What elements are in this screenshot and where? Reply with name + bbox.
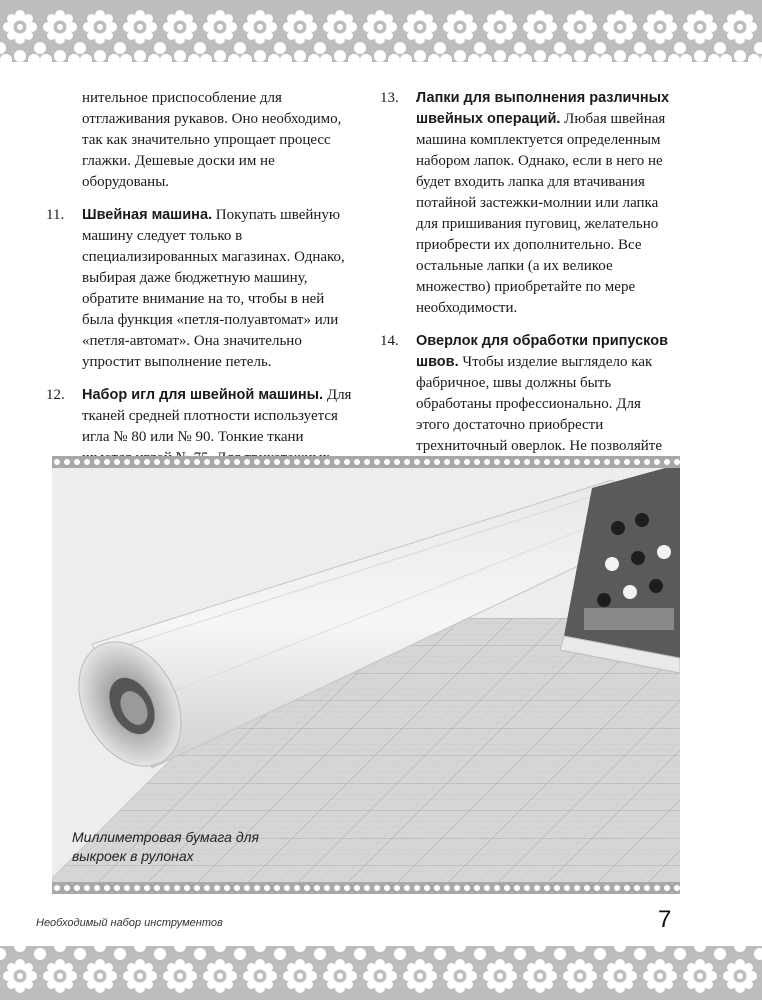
page-number: 7 [658, 906, 672, 933]
item-number: 11. [46, 207, 65, 223]
item-text: Любая швейная машина комплектуется определенным набором лапок. Однако, если в него не будет входить лапка для втачивания потайной застежки-молнии или лапка для пришивания пуговиц, желательно приобрести их дополнительно. Все остальные лапки (а их великое множество) приобретайте по мере необходимости. [416, 111, 666, 316]
continued-paragraph: нительное приспособление для отглаживания рукавов. Оно необходимо, так как значительно упрощает процесс глажки. Дешевые доски им не оборудованы. [82, 90, 342, 190]
item-title: Набор игл для швейной машины. [82, 387, 324, 403]
list-item-11 [46, 205, 356, 373]
item-title: Лапки для выполнения различных швейных операций. [416, 90, 670, 127]
item-title: Оверлок для обработки припусков швов. [416, 333, 669, 370]
list-item-13 [380, 88, 678, 319]
item-number: 13. [380, 90, 399, 106]
running-footer-title: Необходимый набор инструментов [36, 917, 223, 929]
item-text: Покупать швейную машину следует только в специализированных магазинах. Однако, выбирая даже бюджетную машину, обратите внимание на то, чтобы в ней была функция «петля-полуавтомат» или «петля-автомат». Она значительно упростит выполнение петель. [82, 207, 345, 370]
bottom-lace-border [0, 946, 762, 1000]
dotted-band-top [52, 456, 680, 468]
item-title: Швейная машина. [82, 207, 213, 223]
item-text: Чтобы изделие выглядело как фабричное, швы должны быть обработаны профессионально. Для этого достаточно приобрести трехниточный оверлок. Не позволяйте [416, 354, 662, 454]
graph-paper-roll-photo [52, 468, 680, 882]
figure-caption: Миллиметровая бумага для выкроек в рулонах [72, 829, 259, 864]
item-text: Для тканей средней плотности используется игла № 80 или № 90. Тонкие ткани [82, 387, 352, 445]
dotted-band-bottom [52, 882, 680, 894]
top-lace-border [0, 0, 762, 62]
item-number: 14. [380, 333, 399, 349]
item-number: 12. [46, 387, 65, 403]
